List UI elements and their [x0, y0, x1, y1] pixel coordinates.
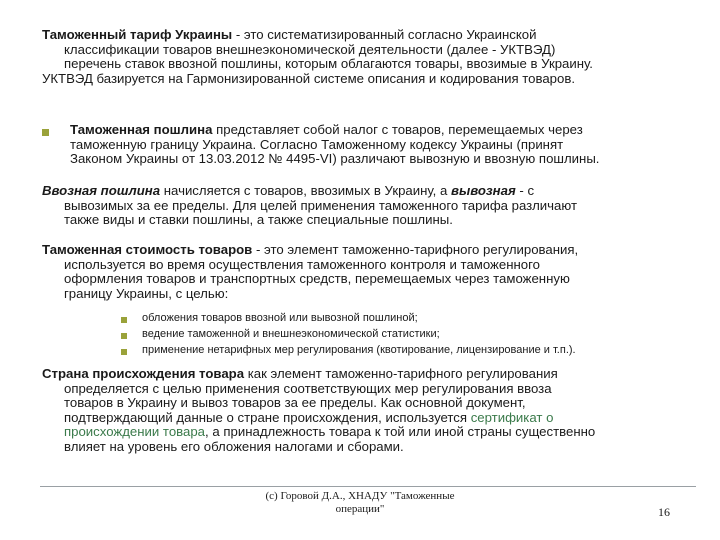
import-duty-title: Ввозная пошлина: [42, 183, 161, 198]
duty-paragraph: Таможенная пошлина представляет собой налог с товаров, перемещаемых через таможенную границу Украина. Согласно Таможенному кодексу Украины (принят Законом Украины от 13.03.2012 № 4495-VI) различают вывозную и ввозную пошлины.: [70, 122, 600, 167]
sub-bullet-icon: [121, 349, 127, 355]
page-number: 16: [658, 505, 670, 519]
slide: [20, 10, 700, 530]
list-item: ведение таможенной и внешнеэкономической статистики;: [142, 328, 440, 340]
duty-title: Таможенная пошлина: [70, 122, 213, 137]
customs-value-title: Таможенная стоимость товаров: [42, 242, 253, 257]
sub-bullet-icon: [121, 317, 127, 323]
sub-bullet-icon: [121, 333, 127, 339]
export-duty-title: вывозная: [451, 183, 516, 198]
origin-title: Страна происхождения товара: [42, 366, 245, 381]
tariff-paragraph: Таможенный тариф Украины - это систематизированный согласно Украинской классификации товаров внешнеэкономической деятельности (далее - УКТВЭД) перечень ставок ввозной пошлины, которым облагаются товары, ввозимые в Украину. УКТВЭД базируется на Гармонизированной системе описания и кодирования товаров.: [42, 27, 593, 86]
list-item: обложения товаров ввозной или вывозной пошлиной;: [142, 312, 418, 324]
certificate-link[interactable]: сертификат о: [470, 409, 554, 425]
footer-credit: (c) Горовой Д.А., ХНАДУ "Таможенные операции": [265, 490, 455, 515]
certificate-link-cont[interactable]: происхождении товара: [64, 424, 206, 440]
tariff-title: Таможенный тариф Украины: [42, 27, 233, 42]
list-item: применение нетарифных мер регулирования (квотирование, лицензирование и т.п.).: [142, 344, 576, 356]
import-duty-paragraph: Ввозная пошлина начисляется с товаров, ввозимых в Украину, а вывозная - с вывозимых за ее пределы. Для целей применения таможенного тарифа различают также виды и ставки пошлины, а также специальные пошлины.: [42, 183, 577, 228]
customs-value-paragraph: Таможенная стоимость товаров - это элемент таможенно-тарифного регулирования, используется во время осуществления таможенного контроля и таможенного оформления товаров и транспортных средств, перемещаемых через таможенную границу Украины, с целью:: [42, 242, 579, 301]
origin-paragraph: Страна происхождения товара как элемент таможенно-тарифного регулирования определяется с целью применения соответствующих мер регулирования ввоза товаров в Украину и вывоз товаров за ее пределы. Как основной документ, подтверждающий данные о стране происхождения, используется сертификат о происхождении товара, а принадлежность товара к той или иной страны существенно влияет на уровень его обложения налогами и сборами.: [42, 366, 596, 454]
bullet-icon: [42, 129, 49, 136]
footer-divider: [40, 486, 696, 487]
